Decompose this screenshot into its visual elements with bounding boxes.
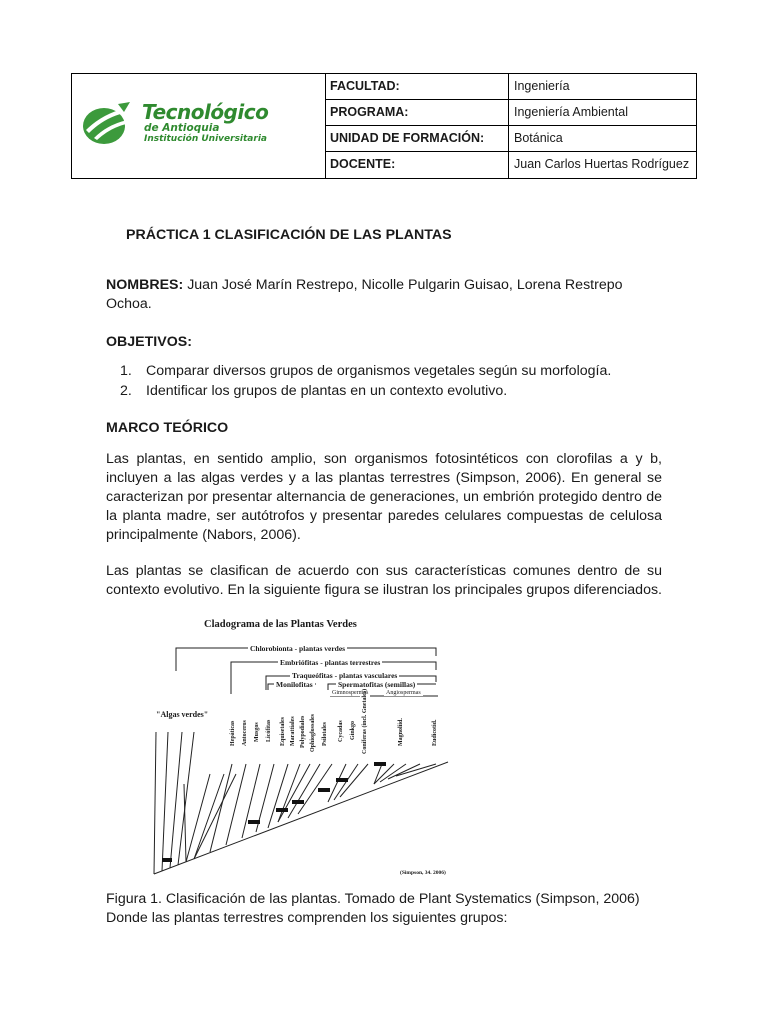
logo-subtitle: de Antioquia [144,122,220,134]
theory-paragraph-2: Las plantas se clasifican de acuerdo con sus características comunes dentro de su contexto evolutivo. En la siguiente figura se ilustran los principales grupos diferenciados. [106,563,662,598]
taxon-label: Psilotales [322,722,328,746]
theory-paragraph-1: Las plantas, en sentido amplio, son organismos fotosintéticos con clorofilas a y b, incluyen a las algas verdes y a las plantas terrestres (Simpson, 2006). En general se caracterizan por presentar alternancia de generaciones, un embrión protegido dentro de la planta madre, ser autótrofos y presentar paredes celulares compuestas de celulosa principalmente (Nabors, 2006). [106,451,662,543]
list-number: 1. [120,363,132,379]
taxon-label: Antoceros [242,720,248,746]
names-paragraph [106,276,666,314]
objectives-list [106,362,686,402]
taxon-label: Cycadas [338,720,344,742]
figure-label-angiospermas: Angiospermas [386,690,421,696]
header-row-facultad [326,74,696,100]
figure-label-gimnospermas: Gimnospermas [332,690,369,696]
list-item [106,362,686,382]
figure-label-algas: "Algas verdes" [156,710,209,719]
taxon-label: Polypodiales [300,715,306,748]
names-value: Juan José Marín Restrepo, Nicolle Pulgarin Guisao, Lorena Restrepo Ochoa. [106,277,623,312]
taxon-label: Equisetales [280,716,286,746]
taxon-label: Eudicotid. [432,719,438,746]
header-fields [326,74,696,178]
cladogram-figure [148,614,458,886]
taxon-label: Ophioglossales [310,713,316,752]
taxon-label: Hepáticas [230,720,236,746]
list-text: Comparar diversos grupos de organismos vegetales según su morfología. [146,363,612,379]
field-label: FACULTAD: [330,79,400,93]
cladogram-drawing [148,614,458,886]
figure-label-chlorobionta: Chlorobionta - plantas verdes [250,644,346,653]
field-label: PROGRAMA: [330,105,409,119]
list-text: Identificar los grupos de plantas en un contexto evolutivo. [146,383,508,399]
header-row-unidad [326,126,696,152]
logo-cell [72,74,326,178]
taxon-label: Ginkgo [350,720,356,740]
figure-label-embriofitas: Embriófitas - plantas terrestres [280,658,381,667]
figure-label-monilofitas: Monilofitas [276,680,313,689]
objectives-heading: OBJETIVOS: [106,334,192,350]
taxon-label: Licófitas [266,719,272,742]
figure-caption: Figura 1. Clasificación de las plantas. Tomado de Plant Systematics (Simpson, 2006) [106,891,640,907]
header-row-programa [326,100,696,126]
field-value: Botánica [514,131,563,145]
figure-credit: (Simpson, 34. 2006) [400,870,446,876]
figure-label-traqueofitas: Traqueófitas - plantas vasculares [292,671,398,680]
header-row-docente [326,152,696,178]
header-table [71,73,697,179]
list-number: 2. [120,383,132,399]
taxon-label: Marattiales [290,716,296,746]
field-value: Ingeniería [514,79,570,93]
logo-title: Tecnológico [142,100,269,124]
names-label: NOMBRES: [106,277,184,293]
taxon-label: Musgos [254,722,260,742]
practice-title: PRÁCTICA 1 CLASIFICACIÓN DE LAS PLANTAS [126,227,452,243]
taxon-label: Magnoliid. [398,718,404,746]
institution-logo-icon [80,100,132,146]
field-label: UNIDAD DE FORMACIÓN: [330,131,485,145]
figure-label-spermatofitas: Spermatofitas (semillas) [338,680,416,689]
after-caption-text: Donde las plantas terrestres comprenden los siguientes grupos: [106,910,508,926]
taxon-label: Coníferas (incl. Gnetales) [362,688,368,754]
figure-title: Cladograma de las Plantas Verdes [204,619,357,630]
field-label: DOCENTE: [330,157,396,171]
field-value: Ingeniería Ambiental [514,105,628,119]
field-value: Juan Carlos Huertas Rodríguez [514,157,690,171]
theory-heading: MARCO TEÓRICO [106,420,229,436]
logo-tagline: Institución Universitaria [144,134,267,144]
list-item [106,382,686,402]
